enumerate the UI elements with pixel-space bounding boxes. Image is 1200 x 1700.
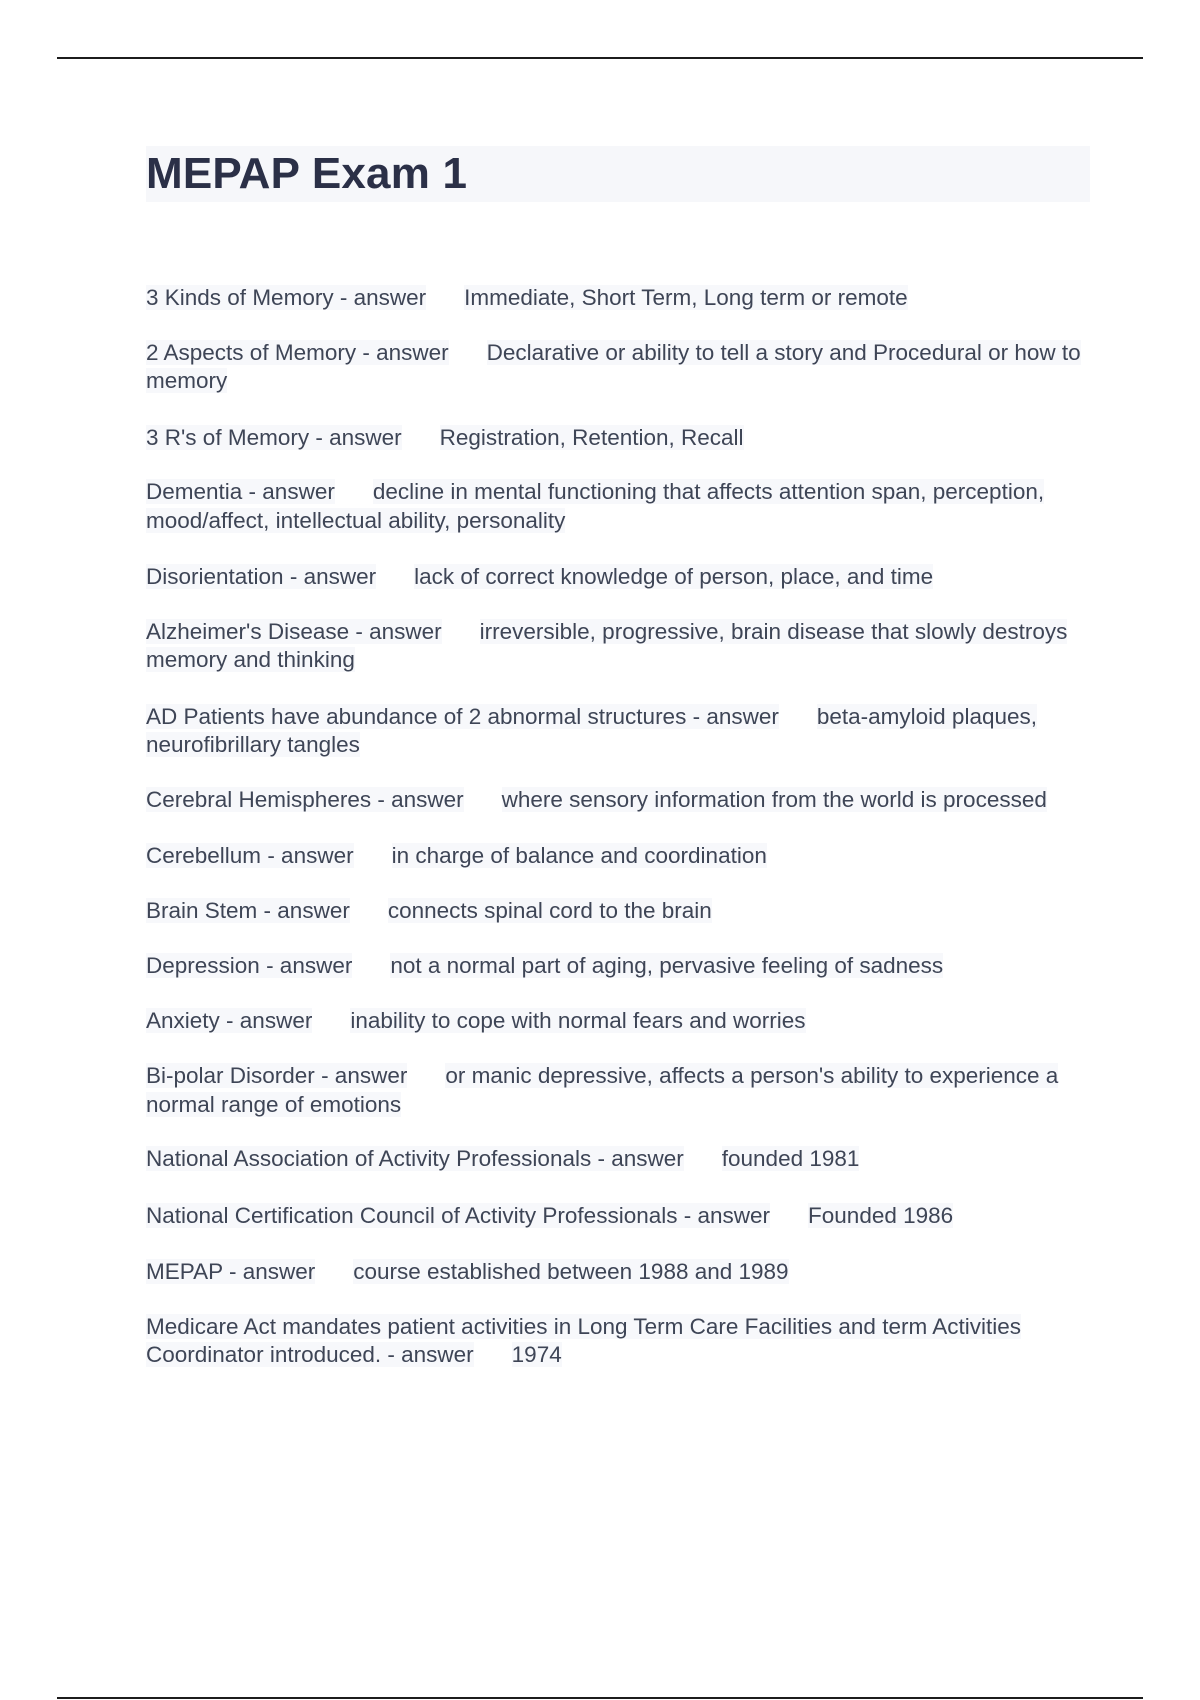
- qa-answer: in charge of balance and coordination: [391, 843, 767, 868]
- qa-term: AD Patients have abundance of 2 abnormal structures: [146, 703, 687, 729]
- qa-term: National Certification Council of Activity Professionals: [146, 1202, 678, 1228]
- qa-answer: lack of correct knowledge of person, place, and time: [414, 564, 934, 589]
- qa-answer: irreversible, progressive, brain disease that slowly destroys memory and thinking: [146, 618, 1068, 672]
- qa-item: [146, 952, 1090, 981]
- qa-separator: - answer: [686, 703, 779, 729]
- qa-item: [146, 1145, 1090, 1174]
- qa-term: 2 Aspects of Memory: [146, 339, 357, 365]
- qa-answer: inability to cope with normal fears and worries: [350, 1007, 806, 1033]
- qa-item: [146, 1313, 1090, 1370]
- qa-answer: Founded 1986: [808, 1202, 954, 1228]
- qa-answer: course established between 1988 and 1989: [353, 1259, 789, 1284]
- qa-separator: - answer: [257, 897, 350, 923]
- qa-separator: - answer: [371, 786, 464, 812]
- qa-item: [146, 1258, 1090, 1287]
- qa-answer: 1974: [511, 1342, 562, 1367]
- qa-answer: Immediate, Short Term, Long term or remote: [464, 285, 908, 310]
- qa-term: Brain Stem: [146, 897, 258, 923]
- qa-separator: - answer: [381, 1342, 474, 1367]
- qa-answer: beta-amyloid plaques, neurofibrillary tangles: [146, 703, 1037, 757]
- qa-item: [146, 478, 1090, 535]
- qa-separator: - answer: [314, 1063, 408, 1088]
- qa-separator: - answer: [259, 953, 353, 978]
- qa-term: Bi-polar Disorder: [146, 1063, 315, 1088]
- qa-term: Depression: [146, 953, 260, 978]
- qa-answer: Declarative or ability to tell a story and Procedural or how to memory: [146, 339, 1081, 393]
- qa-item: [146, 703, 1090, 760]
- qa-answer: founded 1981: [721, 1146, 860, 1171]
- qa-item: [146, 618, 1090, 675]
- qa-term: MEPAP: [146, 1259, 223, 1284]
- qa-item: [146, 424, 1090, 453]
- qa-answer: connects spinal cord to the brain: [387, 897, 712, 923]
- qa-separator: - answer: [283, 564, 377, 589]
- qa-item: [146, 897, 1090, 926]
- qa-separator: - answer: [591, 1146, 684, 1171]
- qa-answer: where sensory information from the world is processed: [501, 786, 1047, 812]
- qa-separator: - answer: [349, 618, 442, 644]
- qa-term: 3 Kinds of Memory: [146, 285, 334, 310]
- qa-separator: - answer: [356, 339, 449, 365]
- qa-item: [146, 1007, 1090, 1036]
- qa-term: Disorientation: [146, 564, 284, 589]
- qa-item: [146, 339, 1090, 396]
- qa-term: Cerebral Hemispheres: [146, 786, 372, 812]
- qa-item: [146, 563, 1090, 592]
- qa-answer: not a normal part of aging, pervasive feeling of sadness: [390, 953, 944, 978]
- qa-term: Medicare Act mandates patient activities in Long Term Care Facilities and term Activities Coordinator introduced.: [146, 1313, 1021, 1367]
- qa-term: National Association of Activity Professionals: [146, 1146, 592, 1171]
- qa-list: [146, 284, 1090, 1370]
- bottom-rule: [57, 1697, 1143, 1699]
- qa-item: [146, 842, 1090, 871]
- qa-answer: or manic depressive, affects a person's ability to experience a normal range of emotions: [146, 1063, 1059, 1117]
- qa-term: 3 R's of Memory: [146, 424, 310, 450]
- qa-item: [146, 284, 1090, 313]
- qa-separator: - answer: [677, 1202, 771, 1228]
- qa-separator: - answer: [222, 1259, 316, 1284]
- qa-separator: - answer: [333, 285, 427, 310]
- qa-separator: - answer: [309, 424, 402, 450]
- qa-term: Cerebellum: [146, 843, 262, 868]
- qa-answer: decline in mental functioning that affects attention span, perception, mood/affect, intellectual ability, personality: [146, 479, 1045, 533]
- top-rule: [57, 57, 1143, 59]
- qa-term: Anxiety: [146, 1007, 220, 1033]
- qa-item: [146, 1062, 1090, 1119]
- qa-term: Alzheimer's Disease: [146, 618, 350, 644]
- qa-answer: Registration, Retention, Recall: [439, 424, 744, 450]
- qa-separator: - answer: [242, 479, 335, 504]
- document-title: MEPAP Exam 1: [146, 149, 468, 198]
- qa-separator: - answer: [219, 1007, 313, 1033]
- qa-term: Dementia: [146, 479, 243, 504]
- qa-item: [146, 1202, 1090, 1231]
- qa-separator: - answer: [261, 843, 354, 868]
- qa-item: [146, 786, 1090, 815]
